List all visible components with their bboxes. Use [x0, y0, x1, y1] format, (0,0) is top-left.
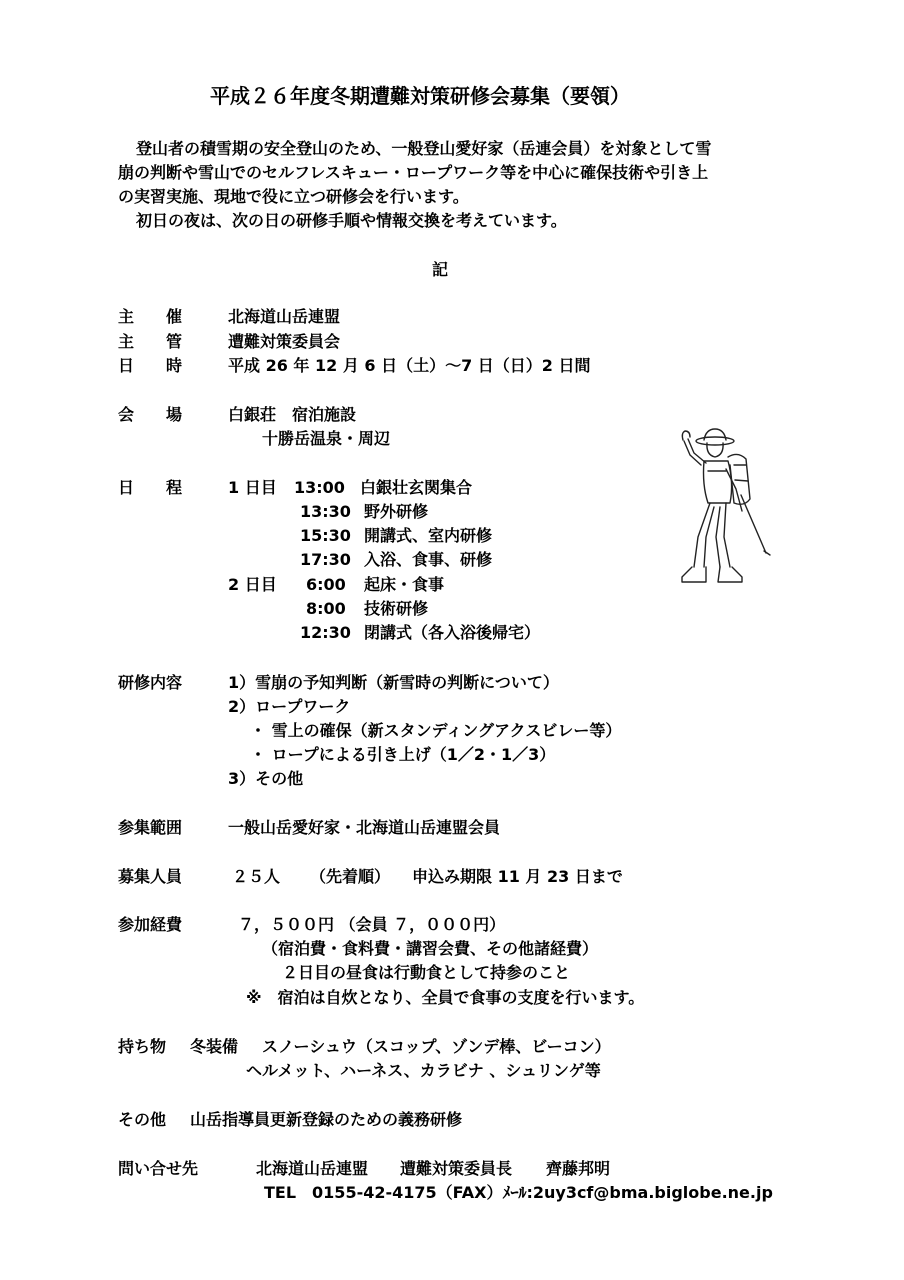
organizer-value: 北海道山岳連盟: [228, 307, 341, 326]
eligibility-label: 参集範囲: [118, 818, 183, 837]
schedule-time: 12:30: [300, 623, 351, 642]
hiker-illustration-icon: [668, 425, 776, 590]
intro-line-2: 崩の判断や雪山でのセルフレスキュー・ロープワーク等を中心に確保技術や引き上: [118, 163, 709, 182]
items-label: 持ち物: [118, 1037, 167, 1056]
schedule-time: 13:30: [300, 502, 351, 521]
contact-org: 北海道山岳連盟: [256, 1159, 369, 1178]
contact-label: 問い合せ先: [118, 1159, 199, 1178]
other-value: 山岳指導員更新登録のための義務研修: [190, 1110, 463, 1129]
intro-line-4: 初日の夜は、次の日の研修手順や情報交換を考えています。: [136, 211, 567, 230]
schedule-label: 日 程: [118, 478, 183, 497]
schedule-desc: 起床・食事: [364, 575, 445, 594]
organizer-label: 主 催: [118, 307, 183, 326]
content-item-1: 1）雪崩の予知判断（新雪時の判断について）: [228, 673, 559, 692]
venue-label: 会 場: [118, 405, 183, 424]
schedule-desc: 入浴、食事、研修: [364, 550, 493, 569]
schedule-desc: 野外研修: [364, 502, 429, 521]
recruit-deadline: 申込み期限 11 月 23 日まで: [412, 867, 623, 886]
fee-note-2: ２日目の昼食は行動食として持参のこと: [282, 963, 571, 982]
content-label: 研修内容: [118, 673, 183, 692]
content-sub-1: ・ 雪上の確保（新スタンディングアクスビレー等）: [250, 721, 622, 740]
schedule-desc: 白銀壮玄関集合: [360, 478, 473, 497]
content-item-2: 2）ロープワーク: [228, 697, 351, 716]
schedule-time: 15:30: [300, 526, 351, 545]
items-line-2: ヘルメット、ハーネス、カラビナ 、シュリンゲ等: [246, 1061, 601, 1080]
fee-value: ７，５００円 （会員 ７，０００円）: [238, 915, 506, 934]
recruit-order: （先着順）: [310, 867, 391, 886]
items-category: 冬装備: [190, 1037, 239, 1056]
contact-line-2: TEL 0155-42-4175（FAX）ﾒｰﾙ:2uy3cf@bma.biglobe.ne.jp: [264, 1183, 773, 1202]
manager-label: 主 管: [118, 332, 183, 351]
fee-label: 参加経費: [118, 915, 183, 934]
fee-note-1: （宿泊費・食料費・講習会費、その他諸経費）: [262, 939, 599, 958]
datetime-label: 日 時: [118, 356, 183, 375]
schedule-time: 17:30: [300, 550, 351, 569]
schedule-time: 13:00: [294, 478, 345, 497]
schedule-desc: 技術研修: [364, 599, 429, 618]
content-sub-2: ・ ロープによる引き上げ（1／2・1／3）: [250, 745, 556, 764]
recruit-label: 募集人員: [118, 867, 183, 886]
intro-line-3: の実習実施、現地で役に立つ研修会を行います。: [118, 187, 469, 206]
venue-value-2: 十勝岳温泉・周辺: [262, 429, 391, 448]
other-label: その他: [118, 1110, 167, 1129]
schedule-day-2: 2 日目: [228, 575, 277, 594]
page-title: 平成２６年度冬期遭難対策研修会募集（要領）: [210, 84, 630, 108]
schedule-desc: 開講式、室内研修: [364, 526, 493, 545]
schedule-time: 6:00: [306, 575, 346, 594]
eligibility-value: 一般山岳愛好家・北海道山岳連盟会員: [228, 818, 501, 837]
datetime-value: 平成 26 年 12 月 6 日（土）～7 日（日）2 日間: [228, 356, 591, 375]
contact-role: 遭難対策委員長: [400, 1159, 513, 1178]
fee-note-3: ※ 宿泊は自炊となり、全員で食事の支度を行います。: [246, 988, 645, 1007]
venue-value-1: 白銀荘 宿泊施設: [228, 405, 357, 424]
intro-line-1: 登山者の積雪期の安全登山のため、一般登山愛好家（岳連会員）を対象として雪: [136, 139, 712, 158]
contact-name: 齊藤邦明: [546, 1159, 611, 1178]
items-line-1: スノーシュウ（スコップ、ゾンデ棒、ビーコン）: [262, 1037, 611, 1056]
schedule-day-1: 1 日目: [228, 478, 277, 497]
schedule-time: 8:00: [306, 599, 346, 618]
schedule-desc: 閉講式（各入浴後帰宅）: [364, 623, 541, 642]
recruit-count: ２５人: [232, 867, 281, 886]
content-item-3: 3）その他: [228, 769, 304, 788]
manager-value: 遭難対策委員会: [228, 332, 341, 351]
ki-heading: 記: [432, 260, 449, 279]
